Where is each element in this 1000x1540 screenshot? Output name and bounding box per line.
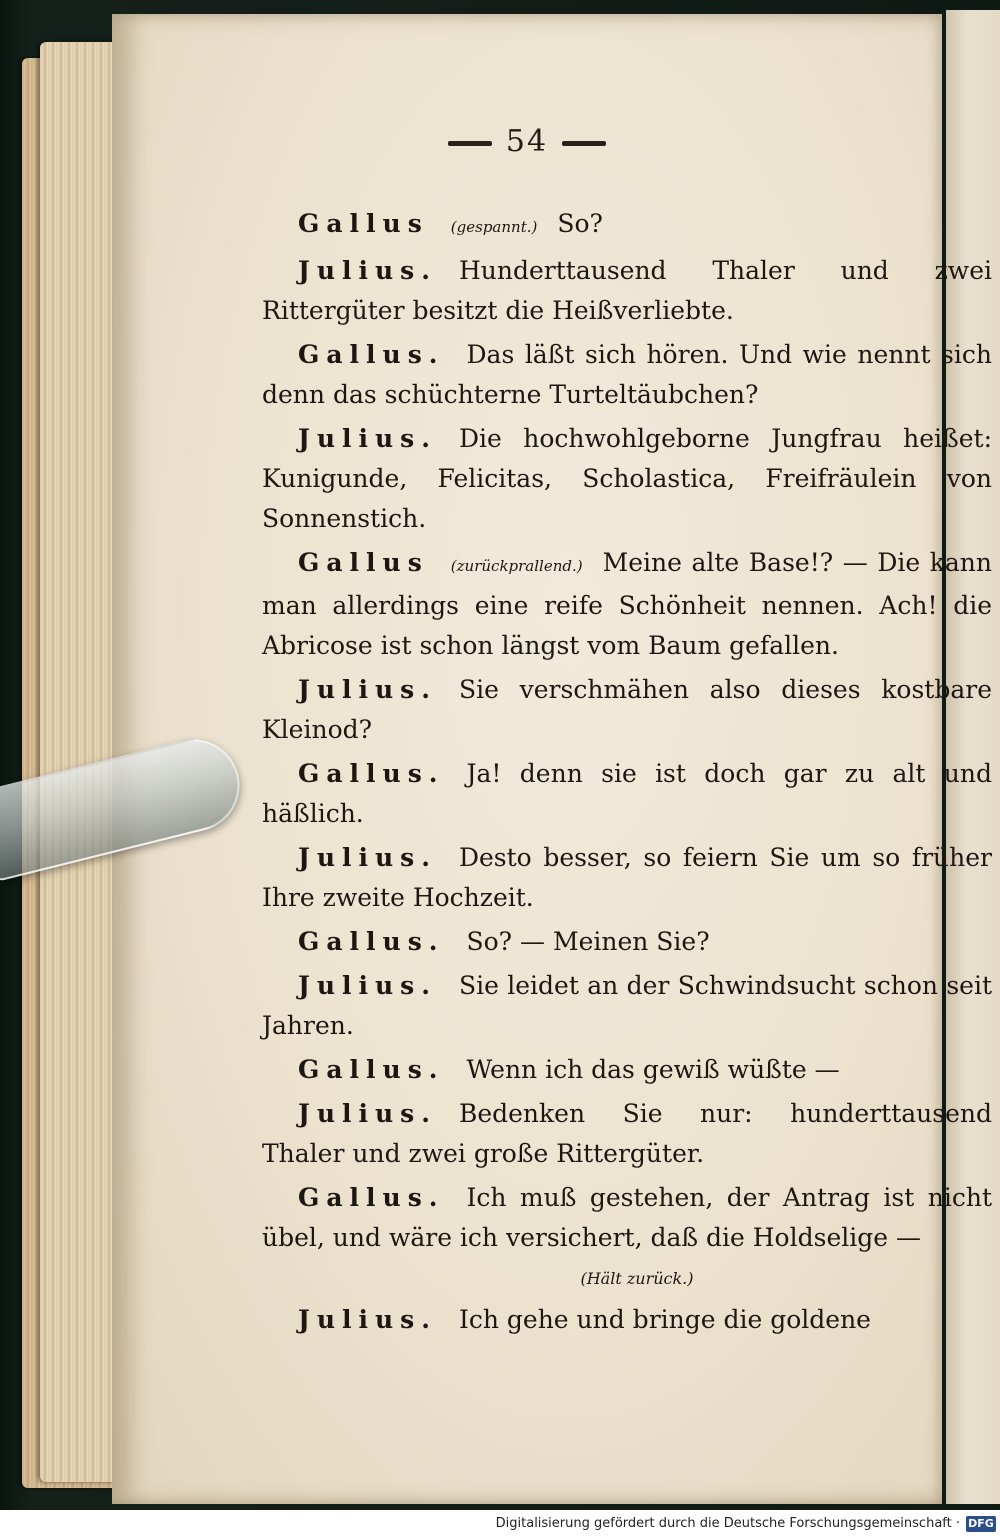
speaker-name: Gallus [298, 548, 429, 577]
dialogue-text: Hunderttausend Thaler und zwei Rittergüter besitzt die Heißverliebte. [262, 256, 992, 325]
paragraph [262, 1300, 992, 1340]
dialogue-text: So? [557, 209, 603, 238]
paragraph [262, 1178, 992, 1258]
header-dash-left [448, 141, 492, 146]
paragraph [262, 670, 992, 750]
dialogue-text: Ja! denn sie ist doch gar zu alt und häßlich. [262, 759, 992, 828]
paragraph [262, 1094, 992, 1174]
speaker-name: Julius. [298, 424, 437, 453]
header-dash-right [562, 141, 606, 146]
paragraph [262, 335, 992, 415]
page-number: 54 [505, 124, 549, 159]
paragraph [262, 1050, 992, 1090]
paragraph [262, 754, 992, 834]
stage-direction: (zurückprallend.) [450, 557, 583, 575]
dialogue-text: Bedenken Sie nur: hunderttausend Thaler und zwei große Rittergüter. [262, 1099, 992, 1168]
dialogue-text: Sie verschmähen also dieses kostbare Kleinod? [262, 675, 992, 744]
speaker-name: Gallus. [298, 1183, 445, 1212]
paragraph [262, 838, 992, 918]
speaker-name: Julius. [298, 256, 437, 285]
dialogue-text: Ich gehe und bringe die goldene [458, 1305, 871, 1334]
page-header [112, 124, 942, 159]
paragraph [262, 251, 992, 331]
dialogue-text: Meine alte Base!? — Die kann man allerdings eine reife Schönheit nennen. Ach! die Abricose ist schon längst vom Baum gefallen. [262, 548, 992, 660]
paragraph [262, 204, 992, 247]
dialogue-text: Die hochwohlgeborne Jungfrau heißet: Kunigunde, Felicitas, Scholastica, Freifräulein von Sonnenstich. [262, 424, 992, 533]
dialogue-text: So? — Meinen Sie? [466, 927, 710, 956]
speaker-name: Gallus. [298, 340, 445, 369]
speaker-name: Gallus [298, 209, 429, 238]
speaker-name: Gallus. [298, 927, 445, 956]
speaker-name: Julius. [298, 675, 437, 704]
paragraph [262, 543, 992, 666]
paragraph [262, 966, 992, 1046]
page-text [262, 204, 992, 1340]
dialogue-text: Wenn ich das gewiß wüßte — [466, 1055, 840, 1084]
stage-direction: (gespannt.) [450, 218, 538, 236]
speaker-name: Julius. [298, 1305, 437, 1334]
footer-credit: Digitalisierung gefördert durch die Deutsche Forschungsgemeinschaft · [495, 1516, 960, 1531]
dfg-logo: DFG [966, 1516, 996, 1532]
dialogue-text: Desto besser, so feiern Sie um so früher Ihre zweite Hochzeit. [262, 843, 992, 912]
footer-bar [0, 1510, 1000, 1540]
stage-direction-line: (Hält zurück.) [580, 1269, 694, 1288]
dialogue-text: Ich muß gestehen, der Antrag ist nicht übel, und wäre ich versichert, daß die Holdselige — [262, 1183, 992, 1252]
paragraph [262, 419, 992, 539]
speaker-name: Julius. [298, 843, 437, 872]
paragraph [262, 922, 992, 962]
dialogue-text: Das läßt sich hören. Und wie nennt sich denn das schüchterne Turteltäubchen? [262, 340, 992, 409]
speaker-name: Julius. [298, 971, 437, 1000]
speaker-name: Julius. [298, 1099, 437, 1128]
book-page [112, 14, 992, 1504]
dialogue-text: Sie leidet an der Schwindsucht schon seit Jahren. [262, 971, 992, 1040]
speaker-name: Gallus. [298, 759, 445, 788]
speaker-name: Gallus. [298, 1055, 445, 1084]
